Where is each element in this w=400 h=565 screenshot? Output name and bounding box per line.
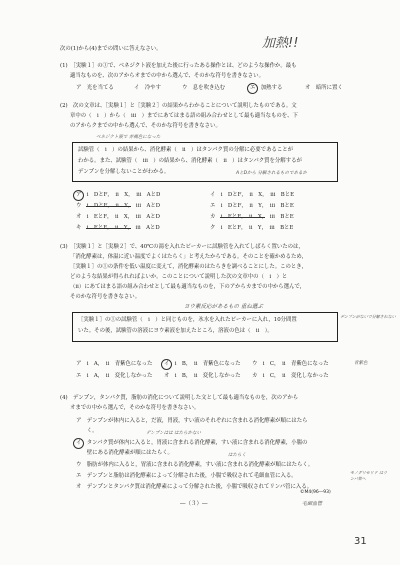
strike-q2-ki [86, 228, 131, 229]
handwritten-q3-note-right2: 青紫色 [354, 361, 368, 366]
q3-box-line-1: ［実験１］の①の試験管（ ⅰ ）と同じものを，氷水を入れたビーカーに入れ，10分間置 [78, 317, 297, 323]
handwritten-q4-note-a: デンプンはは はたらかない [146, 431, 202, 436]
q1-option-a: ア 光を当てる [76, 85, 114, 91]
q2-text-1: (2) 次の文章は、［実験１］と［実験２］の結果からわかることについて説明したものである。文 [60, 103, 297, 109]
q4-option-a: ア デンプンが体内に入ると，だ液，胃液，すい液のそれぞれに含まれる消化酵素が順にはたら [76, 418, 308, 424]
q3-option-o: オ ⅰ B， ⅱ 変化しなかった [164, 373, 241, 379]
q1-text-1: (1) ［実験１］の①で、ベネジクト液を加えた後に行ったある操作とは、どのような操作か。最も [60, 63, 297, 69]
q3-option-u: ウ ⅰ C， ⅱ 青紫色になった [252, 361, 329, 367]
q2-option-o: オ ⅰ EとF， ⅱ X， ⅲ AとD [76, 214, 160, 220]
q2-option-u: ウ ⅰ DとF， ⅱ Y， ⅲ AとD [76, 203, 161, 209]
q4-option-a-cont: く。 [76, 428, 98, 434]
q1-option-o: オ 暗所に置く [305, 85, 343, 91]
q1-option-u: ウ 息を吹き込む [182, 85, 226, 91]
q3-option-a: ア ⅰ A， ⅱ 青紫色になった [76, 361, 153, 367]
q4-option-i-cont: 壁にある消化酵素が順にはたらく。 [76, 450, 173, 456]
handwritten-q4-note-right: モノグリセリド はリンパ管へ [350, 470, 388, 481]
q3-option-ka: カ ⅰ C， ⅱ 変化しなかった [252, 373, 329, 379]
handwritten-q3-note: ヨウ素反応があるもの 重ね選ぶ [184, 304, 263, 310]
q4-option-o: オ デンプンとタンパク質は消化酵素によって分解された後，小腸で吸収されてリンパ管に入る。 [76, 484, 313, 490]
q4-option-i: イ タンパク質が体内に入ると，胃液に含まれる消化酵素，すい液に含まれる消化酵素，小腸の [76, 440, 308, 446]
answer-circle-q4 [73, 438, 84, 449]
handwritten-q4-note-bottom: 毛細血管 [302, 501, 323, 507]
q3-box-line-2: いた。その後，試験管の溶液にヨウ素液を加えたところ，溶液の色は（ ⅱ ）。 [78, 328, 273, 334]
q4-option-u: ウ 脂肪が体内に入ると，胃液に含まれる消化酵素，すい液に含まれる消化酵素が順にはたらく。 [76, 462, 314, 468]
q3-option-e: エ ⅰ A， ⅱ 変化しなかった [76, 373, 153, 379]
q2-text-2: 章中の（ ⅰ ）から（ ⅲ ）までにあてはまる語の組み合わせとして最も適当なものを、下 [70, 113, 298, 119]
q2-box-line-3: デンプンを分解しないことがわかる。 [78, 169, 170, 175]
page-corner-number: 31 [354, 536, 367, 547]
q3-text-6: そのかな符号を書きなさい。 [70, 294, 141, 300]
strike-q2-u [86, 206, 131, 207]
page-number: ―（３）― [180, 501, 208, 507]
answer-circle-q1 [247, 83, 258, 94]
handwritten-q3-note-right: デンプンがないで分解されない [340, 314, 396, 319]
q2-option-ka: カ ⅰ EとF， ⅱ X， ⅲ BとE [210, 214, 294, 220]
strike-q2-ka [220, 217, 265, 218]
answer-circle-q2 [73, 190, 84, 201]
handwritten-heat-note: 加熱!! [262, 36, 299, 51]
q4-text-2: オまでの中から選んで，そのかな符号を書きなさい。 [70, 405, 200, 411]
q2-text-3: のアからクまでの中から選んで、そのかな符号を書きなさい。 [70, 123, 221, 129]
q2-option-ku: ク ⅰ EとF， ⅱ Y， ⅲ BとE [210, 225, 294, 231]
q2-option-a: ア ⅰ DとF， ⅱ X， ⅲ AとD [76, 192, 161, 198]
exam-code: ©M4(96―93) [300, 490, 331, 495]
intro-text: 次の(1)から(4)までの問いに答えなさい。 [60, 46, 162, 52]
q4-text-1: (4) デンプン，タンパク質，脂肪の消化について説明した文として最も適当なものを，次のアから [60, 395, 299, 401]
q2-option-e: エ ⅰ DとF， ⅱ Y， ⅲ BとE [210, 203, 294, 209]
q2-option-ki: キ ⅰ EとF， ⅱ Y， ⅲ AとD [76, 225, 160, 231]
q3-text-1: (3) ［実験１］と［実験２］で、40℃の湯を入れたビーカーに試験管を入れてしばらく置いたのは， [60, 244, 304, 250]
q2-box-line-1: 試験管（ ⅰ ）の結果から、消化酵素（ ⅱ ）はタンパク質の分解に必要であることが [78, 147, 294, 153]
handwritten-q2-note-top: ベネジクト液で 赤褐色になった [96, 135, 161, 140]
q2-box-line-2: わかる。また、試験管（ ⅲ ）の結果から、消化酵素（ ⅱ ）はタンパク質を分解するが [78, 158, 302, 164]
q1-option-e: エ 加熱する [250, 85, 283, 91]
handwritten-q4-note-ii: はたらく [228, 453, 246, 458]
handwritten-q2-note-right: AとDから 分解されるものであるか [236, 171, 307, 176]
q1-text-2: 適当なものを、次のアからオまでの中から選んで、そのかな符号を書きなさい。 [70, 73, 264, 79]
q2-option-i: イ ⅰ DとF， ⅱ X， ⅲ BとE [210, 192, 295, 198]
q3-text-3: ［実験１］の①の条件を低い温度に変えて，消化酵素のはたらきを調べることにした。このとき， [70, 264, 307, 270]
q4-option-e: エ デンプンと脂肪は消化酵素によって分解された後，小腸で吸収されて毛細血管に入る。 [76, 473, 297, 479]
q3-text-2: 「消化酵素は，体温に近い温度でよくはたらく」と考えたからである。そのことを確かめるため， [70, 254, 307, 260]
q3-text-5: （ⅱ）にあてはまる語の組み合わせとして最も適当なものを，下のアからカまでの中から選んで， [70, 284, 306, 290]
q3-option-i: イ ⅰ B， ⅱ 青紫色になった [164, 361, 241, 367]
q1-option-i: イ 冷やす [134, 85, 161, 91]
answer-circle-q3 [161, 359, 172, 370]
q3-text-4: どのような結果が得られればよいか。このことについて説明した次の文章中の（ ⅰ ）と [70, 274, 288, 280]
